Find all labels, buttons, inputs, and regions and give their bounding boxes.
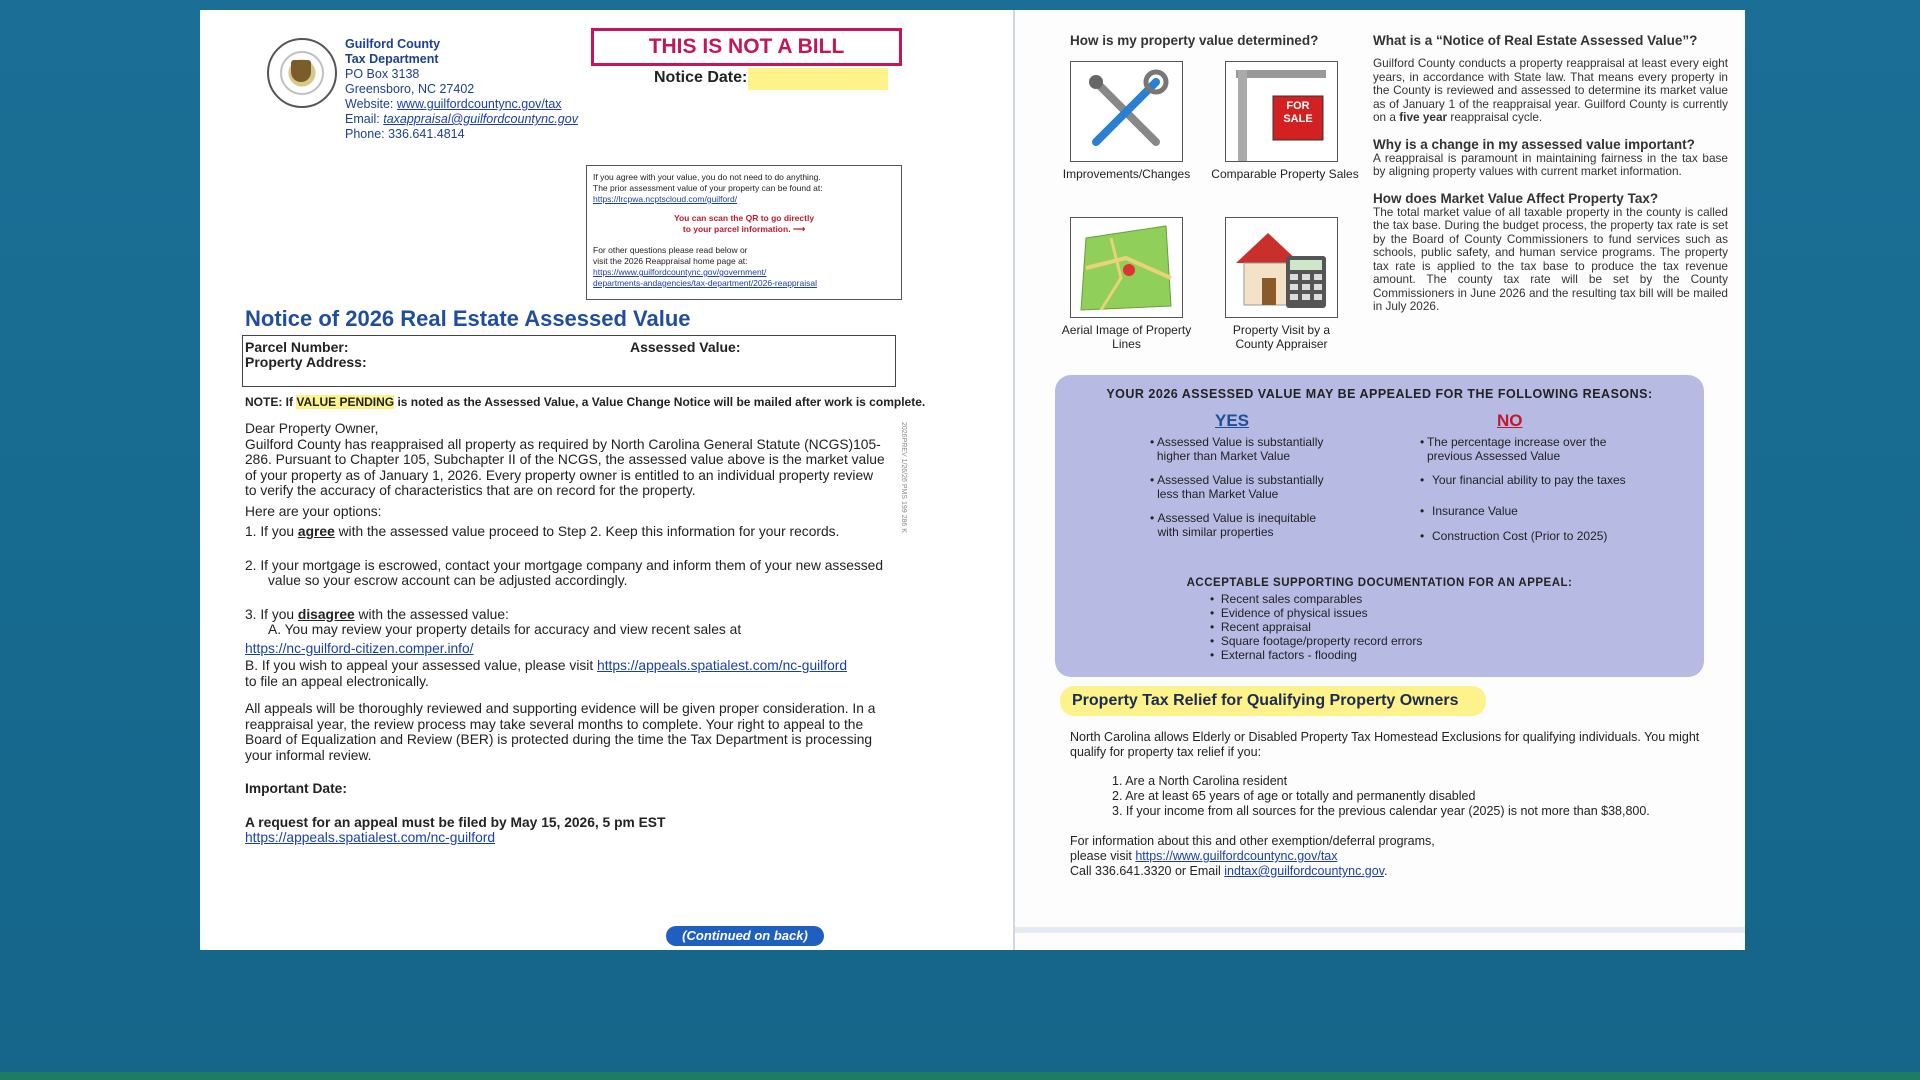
tools-icon [1071, 62, 1182, 161]
option-1 [245, 524, 885, 540]
option-text: 3. If you [245, 606, 298, 622]
yes-list [1150, 435, 1330, 539]
tile-caption: Comparable Property Sales [1211, 167, 1359, 181]
assessed-value-label: Assessed Value: [630, 339, 741, 355]
notice-date-label: Notice Date: [654, 69, 748, 86]
doc-item-text: External factors - flooding [1220, 648, 1357, 662]
what-is-notice-heading: What is a “Notice of Real Estate Assessed Value”? [1373, 33, 1698, 48]
supporting-docs-title: ACCEPTABLE SUPPORTING DOCUMENTATION FOR AN APPEAL: [1186, 577, 1573, 589]
disagree-keyword: disagree [297, 606, 355, 622]
salutation: Dear Property Owner, [245, 421, 379, 436]
website-link[interactable]: www.guilfordcountync.gov/tax [396, 97, 562, 111]
qr-info-box [586, 165, 902, 300]
yes-item: • Assessed Value is substantially higher than Market Value [1150, 435, 1330, 463]
answer-text: reappraisal cycle. [1447, 110, 1543, 124]
no-item: • The percentage increase over the previous Assessed Value [1420, 435, 1610, 463]
bottom-strip [0, 1072, 1920, 1080]
doc-item: • Recent sales comparables [1210, 592, 1363, 606]
no-item-text: The percentage increase over the previous Assessed Value [1426, 435, 1607, 463]
for-sale-sign-text: FOR SALE [1283, 100, 1313, 125]
relief-criterion: 3. If your income from all sources for the previous calendar year (2025) is not more than $38,800. [1112, 804, 1650, 818]
why-change-heading: Why is a change in my assessed value important? [1373, 136, 1695, 152]
dept-name: Guilford County [345, 37, 441, 51]
value-pending-highlight: VALUE PENDING [296, 395, 395, 409]
info-line: visit the 2026 Reappraisal home page at: [593, 256, 748, 266]
agree-keyword: agree [297, 524, 335, 539]
doc-item: • Recent appraisal [1210, 620, 1311, 634]
exemption-info-text: For information about this and other exemption/deferral programs, [1070, 834, 1435, 848]
yes-item: • Assessed Value is inequitable with similar properties [1150, 511, 1330, 539]
website-label: Website: [345, 97, 394, 111]
faq-column [1373, 33, 1728, 314]
indtax-email-link[interactable]: indtax@guilfordcountync.gov [1224, 864, 1385, 878]
notice-date-value [748, 68, 888, 90]
five-year-emphasis: five year [1399, 110, 1448, 124]
dept-subname: Tax Department [345, 52, 439, 66]
yes-item-text: Assessed Value is substantially less than Market Value [1157, 473, 1324, 501]
option-text: with the assessed value: [354, 606, 509, 622]
how-determined-heading: How is my property value determined? [1070, 33, 1319, 48]
page-bottom-edge [1015, 927, 1745, 933]
citizen-comper-link[interactable]: https://nc-guilford-citizen.comper.info/ [245, 640, 474, 656]
tax-website-link[interactable]: https://www.guilfordcountync.gov/tax [1135, 849, 1338, 863]
email-label: Email: [345, 112, 380, 126]
property-address-label: Property Address: [245, 354, 367, 370]
supporting-docs-list [1210, 592, 1422, 662]
options-heading: Here are your options: [245, 503, 382, 519]
intro-paragraph: Guilford County has reappraised all property as required by North Carolina General Statute (NCGS)105-286. Pursuant to Chapter 105, Subchapter II of the NCGS, the assessed value above is the market value of your property as of January 1, 2026. Every property owner is entitled to an individual property review to verify the accuracy of characteristics that are on record for the property. [245, 436, 885, 498]
option-2: 2. If your mortgage is escrowed, contact your mortgage company and inform them of your new assessed value so your escrow account can be adjusted accordingly. [245, 557, 884, 588]
option-text: 1. If you [245, 524, 298, 539]
answer-text: Guilford County conducts a property reappraisal at least every eight years, in accordance with State law. That means every property in the County is reviewed and assessed to determine its market value as of January 1 of the reappraisal year. Guilford County is currently on a [1373, 56, 1728, 124]
tile-improvements [1070, 61, 1183, 162]
arrow-right-icon: ⟶ [792, 224, 806, 234]
doc-item: • Evidence of physical issues [1210, 606, 1368, 620]
yes-item-text: Assessed Value is substantially higher than Market Value [1156, 435, 1324, 463]
tax-relief-banner: Property Tax Relief for Qualifying Property Owners [1060, 686, 1486, 716]
appeal-reasons-panel [1055, 375, 1704, 677]
qr-text: to your parcel information. [682, 224, 791, 234]
parcel-info-box [242, 335, 896, 387]
email-link[interactable]: taxappraisal@guilfordcountync.gov [383, 112, 578, 126]
aerial-map-icon [1071, 218, 1182, 317]
reappraisal-link[interactable]: https://www.guilfordcountync.gov/government/ [593, 267, 767, 277]
tile-comparable-sales [1225, 61, 1338, 162]
relief-criteria-list [1112, 774, 1712, 819]
option-text: B. If you wish to appeal your assessed value, please visit [245, 658, 598, 673]
no-heading: NO [1497, 411, 1523, 430]
relief-criterion: 1. Are a North Carolina resident [1112, 774, 1288, 788]
notice-front-page [200, 10, 1013, 950]
address-line-2: Greensboro, NC 27402 [345, 82, 475, 96]
important-date-label: Important Date: [245, 781, 347, 796]
option-3b [245, 658, 885, 674]
letter-body [245, 421, 885, 846]
house-calculator-icon [1226, 218, 1337, 317]
note-text: NOTE: If [245, 395, 297, 409]
tile-aerial [1070, 217, 1183, 318]
yes-item: • Assessed Value is substantially less than Market Value [1150, 473, 1330, 501]
option-text: with the assessed value proceed to Step 2. Keep this information for your records. [334, 524, 840, 539]
market-value-answer: The total market value of all taxable property in the county is called the tax base. During the budget process, the property tax rate is set by the Board of County Commissioners to fund services such as schools, public safety, and human service programs. The property tax rate is applied to the tax base to produce the tax revenue amount. The county tax rate will be set by the County Commissioners in June 2026 and the resulting tax bill will be mailed in July 2026. [1373, 204, 1728, 313]
deadline-appeals-link[interactable]: https://appeals.spatialest.com/nc-guilford [245, 830, 496, 845]
info-line: For other questions please read below or [593, 245, 748, 255]
no-item: • Insurance Value [1420, 504, 1518, 518]
exemption-info-text: . [1384, 864, 1388, 878]
no-item-text: Your financial ability to pay the taxes [1432, 473, 1626, 487]
prior-assessment-link[interactable]: https://lrcpwa.ncptscloud.com/guilford/ [593, 194, 738, 204]
reappraisal-link[interactable]: departments-andagencies/tax-department/2026-reappraisal [593, 278, 817, 288]
tile-caption: Improvements/Changes [1062, 167, 1191, 181]
exemption-info-text: please visit [1070, 849, 1136, 863]
option-3a: A. You may review your property details for accuracy and view recent sales at [268, 622, 742, 637]
info-line: If you agree with your value, you do not need to do anything. [593, 172, 821, 182]
doc-item: • External factors - flooding [1210, 648, 1357, 662]
tile-caption: Aerial Image of Property Lines [1061, 323, 1192, 351]
no-item: • Construction Cost (Prior to 2025) [1420, 529, 1608, 543]
notice-title: Notice of 2026 Real Estate Assessed Value [245, 306, 691, 331]
tile-caption: Property Visit by a County Appraiser [1232, 323, 1331, 351]
qr-text: You can scan the QR to go directly [673, 213, 815, 223]
relief-criterion: 2. Are at least 65 years of age or totally and permanently disabled [1112, 789, 1476, 803]
no-list [1420, 435, 1690, 543]
yes-item-text: Assessed Value is inequitable with similar properties [1157, 511, 1316, 539]
doc-item-text: Recent sales comparables [1220, 592, 1363, 606]
no-item-text: Insurance Value [1432, 504, 1518, 518]
appeals-paragraph: All appeals will be thoroughly reviewed and supporting evidence will be given proper consideration. In a reappraisal year, the review process may take several months to complete. Your right to appeal to the Board of Equalization and Review (BER) is protected during the time the Tax Department is processing your informal review. [245, 701, 876, 763]
doc-item: • Square footage/property record errors [1210, 634, 1423, 648]
tile-property-visit [1225, 217, 1338, 318]
market-value-heading: How does Market Value Affect Property Tax? [1373, 190, 1659, 206]
exemption-info [1070, 834, 1710, 879]
value-pending-note [245, 395, 925, 409]
parcel-number-label: Parcel Number: [245, 339, 349, 355]
note-text: is noted as the Assessed Value, a Value Change Notice will be mailed after work is complete. [394, 395, 926, 409]
side-print-code: 2026PREV 1/26/26 PMS 199 286 K [900, 422, 907, 533]
info-line: The prior assessment value of your property can be found at: [593, 183, 823, 193]
notice-info-page [1015, 10, 1745, 950]
county-seal-icon [267, 38, 337, 108]
address-line-1: PO Box 3138 [345, 67, 420, 81]
appeal-panel-title: YOUR 2026 ASSESSED VALUE MAY BE APPEALED FOR THE FOLLOWING REASONS: [1106, 387, 1653, 401]
phone-number: Phone: 336.641.4814 [345, 127, 465, 141]
not-a-bill-banner: THIS IS NOT A BILL [591, 28, 902, 66]
why-change-answer: A reappraisal is paramount in maintaining fairness in the tax base by aligning property values with current market information. [1373, 150, 1728, 178]
tax-department-contact [345, 37, 578, 142]
tax-relief-intro: North Carolina allows Elderly or Disabled Property Tax Homestead Exclusions for qualifying individuals. You might qualify for property tax relief if you: [1070, 730, 1700, 759]
appeal-deadline: A request for an appeal must be filed by May 15, 2026, 5 pm EST [245, 814, 666, 830]
what-is-notice-answer [1373, 57, 1728, 125]
doc-item-text: Evidence of physical issues [1220, 606, 1368, 620]
option-3 [245, 607, 885, 623]
no-item: • Your financial ability to pay the taxes [1420, 473, 1626, 487]
yes-heading: YES [1215, 411, 1250, 430]
no-item-text: Construction Cost (Prior to 2025) [1432, 529, 1608, 543]
appeals-link[interactable]: https://appeals.spatialest.com/nc-guilford [597, 658, 848, 673]
doc-item-text: Recent appraisal [1220, 620, 1311, 634]
doc-item-text: Square footage/property record errors [1220, 634, 1423, 648]
option-3b-tail: to file an appeal electronically. [245, 673, 429, 689]
exemption-info-text: Call 336.641.3320 or Email [1070, 864, 1225, 878]
continued-on-back-badge: (Continued on back) [666, 926, 824, 946]
